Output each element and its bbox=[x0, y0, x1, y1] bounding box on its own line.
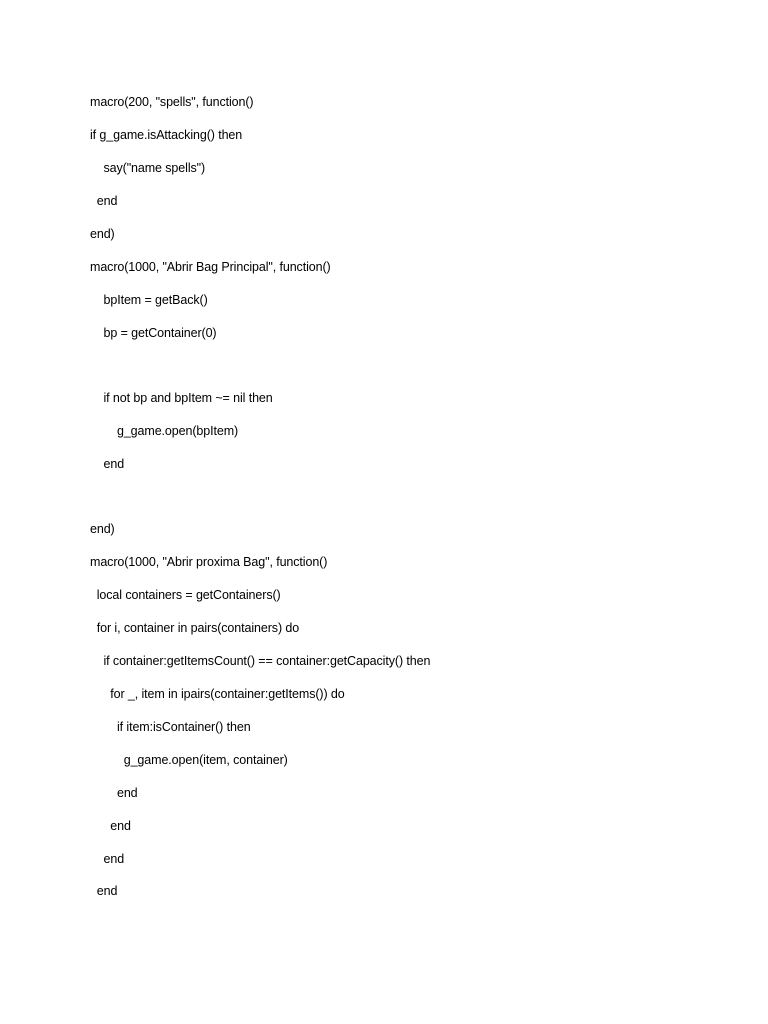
code-line: bpItem = getBack() bbox=[90, 293, 208, 307]
code-line: bp = getContainer(0) bbox=[90, 326, 217, 340]
code-line: if item:isContainer() then bbox=[90, 720, 251, 734]
code-line: macro(1000, "Abrir proxima Bag", function() bbox=[90, 555, 328, 569]
code-line: macro(200, "spells", function() bbox=[90, 95, 254, 109]
code-line: g_game.open(bpItem) bbox=[90, 424, 239, 438]
code-line: end) bbox=[90, 522, 115, 536]
code-line: end bbox=[90, 819, 131, 833]
code-line: for _, item in ipairs(container:getItems()) do bbox=[90, 687, 345, 701]
code-line: local containers = getContainers() bbox=[90, 588, 281, 602]
code-line: g_game.open(item, container) bbox=[90, 753, 288, 767]
code-line: if container:getItemsCount() == container:getCapacity() then bbox=[90, 654, 431, 668]
code-line: macro(1000, "Abrir Bag Principal", function() bbox=[90, 260, 331, 274]
code-line: end bbox=[90, 457, 125, 471]
code-line: end bbox=[90, 194, 118, 208]
code-line: say("name spells") bbox=[90, 161, 206, 175]
code-line: end) bbox=[90, 227, 115, 241]
code-line: if not bp and bpItem ~= nil then bbox=[90, 391, 273, 405]
code-line: end bbox=[90, 852, 125, 866]
code-line: end bbox=[90, 786, 138, 800]
code-line: end bbox=[90, 884, 118, 898]
code-line: if g_game.isAttacking() then bbox=[90, 128, 243, 142]
code-line: for i, container in pairs(containers) do bbox=[90, 621, 300, 635]
